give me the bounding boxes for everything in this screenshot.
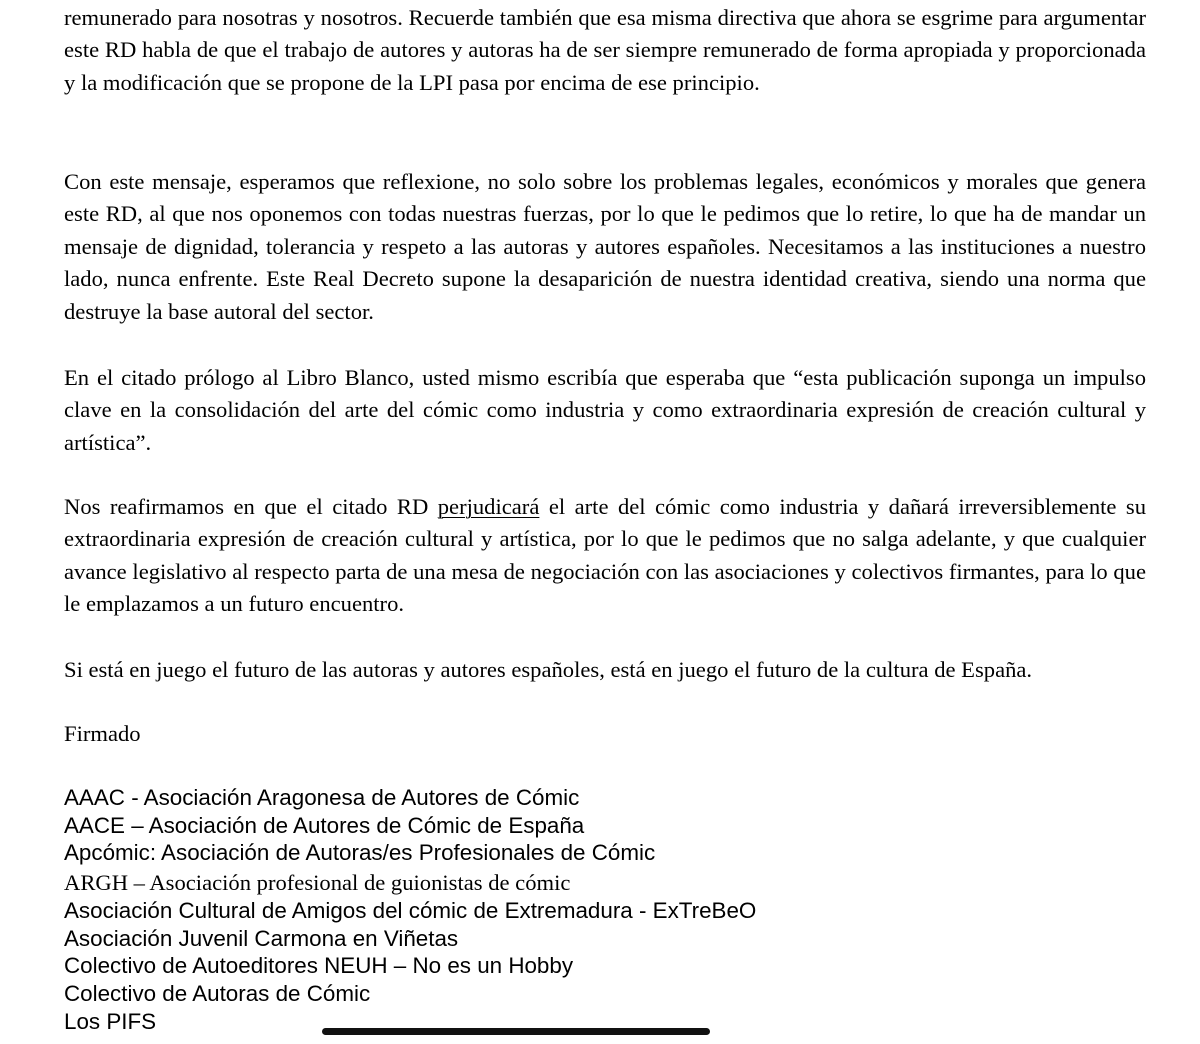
signatory-argh: ARGH – Asociación profesional de guionistas de cómic [64,869,571,895]
signatory-apcomic: Apcómic: Asociación de Autoras/es Profesionales de Cómic [64,840,656,866]
signed-label: Firmado [64,721,141,746]
paragraph-reflection: Con este mensaje, esperamos que reflexione, no solo sobre los problemas legales, económicos y morales que genera este RD, al que nos oponemos con todas nuestras fuerzas, por lo que le pedimos que lo retire, lo que ha de mandar un mensaje de dignidad, tolerancia y respeto a las autoras y autores españoles. Necesitamos a las instituciones a nuestro lado, nunca enfrente. Este Real Decreto supone la desaparición de nuestra identidad creativa, siendo una norma que destruye la base autoral del sector. [64,169,1146,324]
signatory-aaac: AAAC - Asociación Aragonesa de Autores de Cómic [64,785,580,810]
underlined-word-perjudicara: perjudicará [437,494,540,519]
paragraph-libro-blanco-quote: En el citado prólogo al Libro Blanco, usted mismo escribía que esperaba que “esta publicación suponga un impulso clave en la consolidación del arte del cómic como industria y como extraordinaria expresión de creación cultural y artística”. [64,365,1146,455]
paragraph-future-of-culture: Si está en juego el futuro de las autoras y autores españoles, está en juego el futuro de la cultura de España. [64,657,1033,682]
signatory-colectivo-autoras: Colectivo de Autoras de Cómic [64,980,371,1006]
paragraph-reaffirmation [64,491,1146,621]
home-indicator-bar[interactable] [322,1028,710,1035]
signatory-neuh: Colectivo de Autoeditores NEUH – No es un Hobby [64,953,574,979]
paragraph-reaffirmation-end: el arte del cómic como industria y dañará irreversiblemente su extraordinaria expresión de creación cultural y artística, por lo que le pedimos que no salga adelante, y que cualquier avance legislativo al respecto parta de una mesa de negociación con las asociaciones y colectivos firmantes, para lo que le emplazamos a un futuro encuentro. [64,494,1146,617]
signatories-list [64,784,756,1035]
paragraph-reaffirmation-start: Nos reafirmamos en que el citado RD [64,494,438,519]
signatory-carmona-en-vinetas: Asociación Juvenil Carmona en Viñetas [64,925,459,951]
signatory-los-pifs: Los PIFS [64,1008,157,1034]
signatory-extrebeo: Asociación Cultural de Amigos del cómic de Extremadura - ExTreBeO [64,898,757,924]
paragraph-remuneration: remunerado para nosotras y nosotros. Recuerde también que esa misma directiva que ahora se esgrime para argumentar este RD habla de que el trabajo de autores y autoras ha de ser siempre remunerado de forma apropiada y proporcionada y la modificación que se propone de la LPI pasa por encima de ese principio. [64,5,1146,95]
signatory-aace: AACE – Asociación de Autores de Cómic de España [64,812,585,838]
